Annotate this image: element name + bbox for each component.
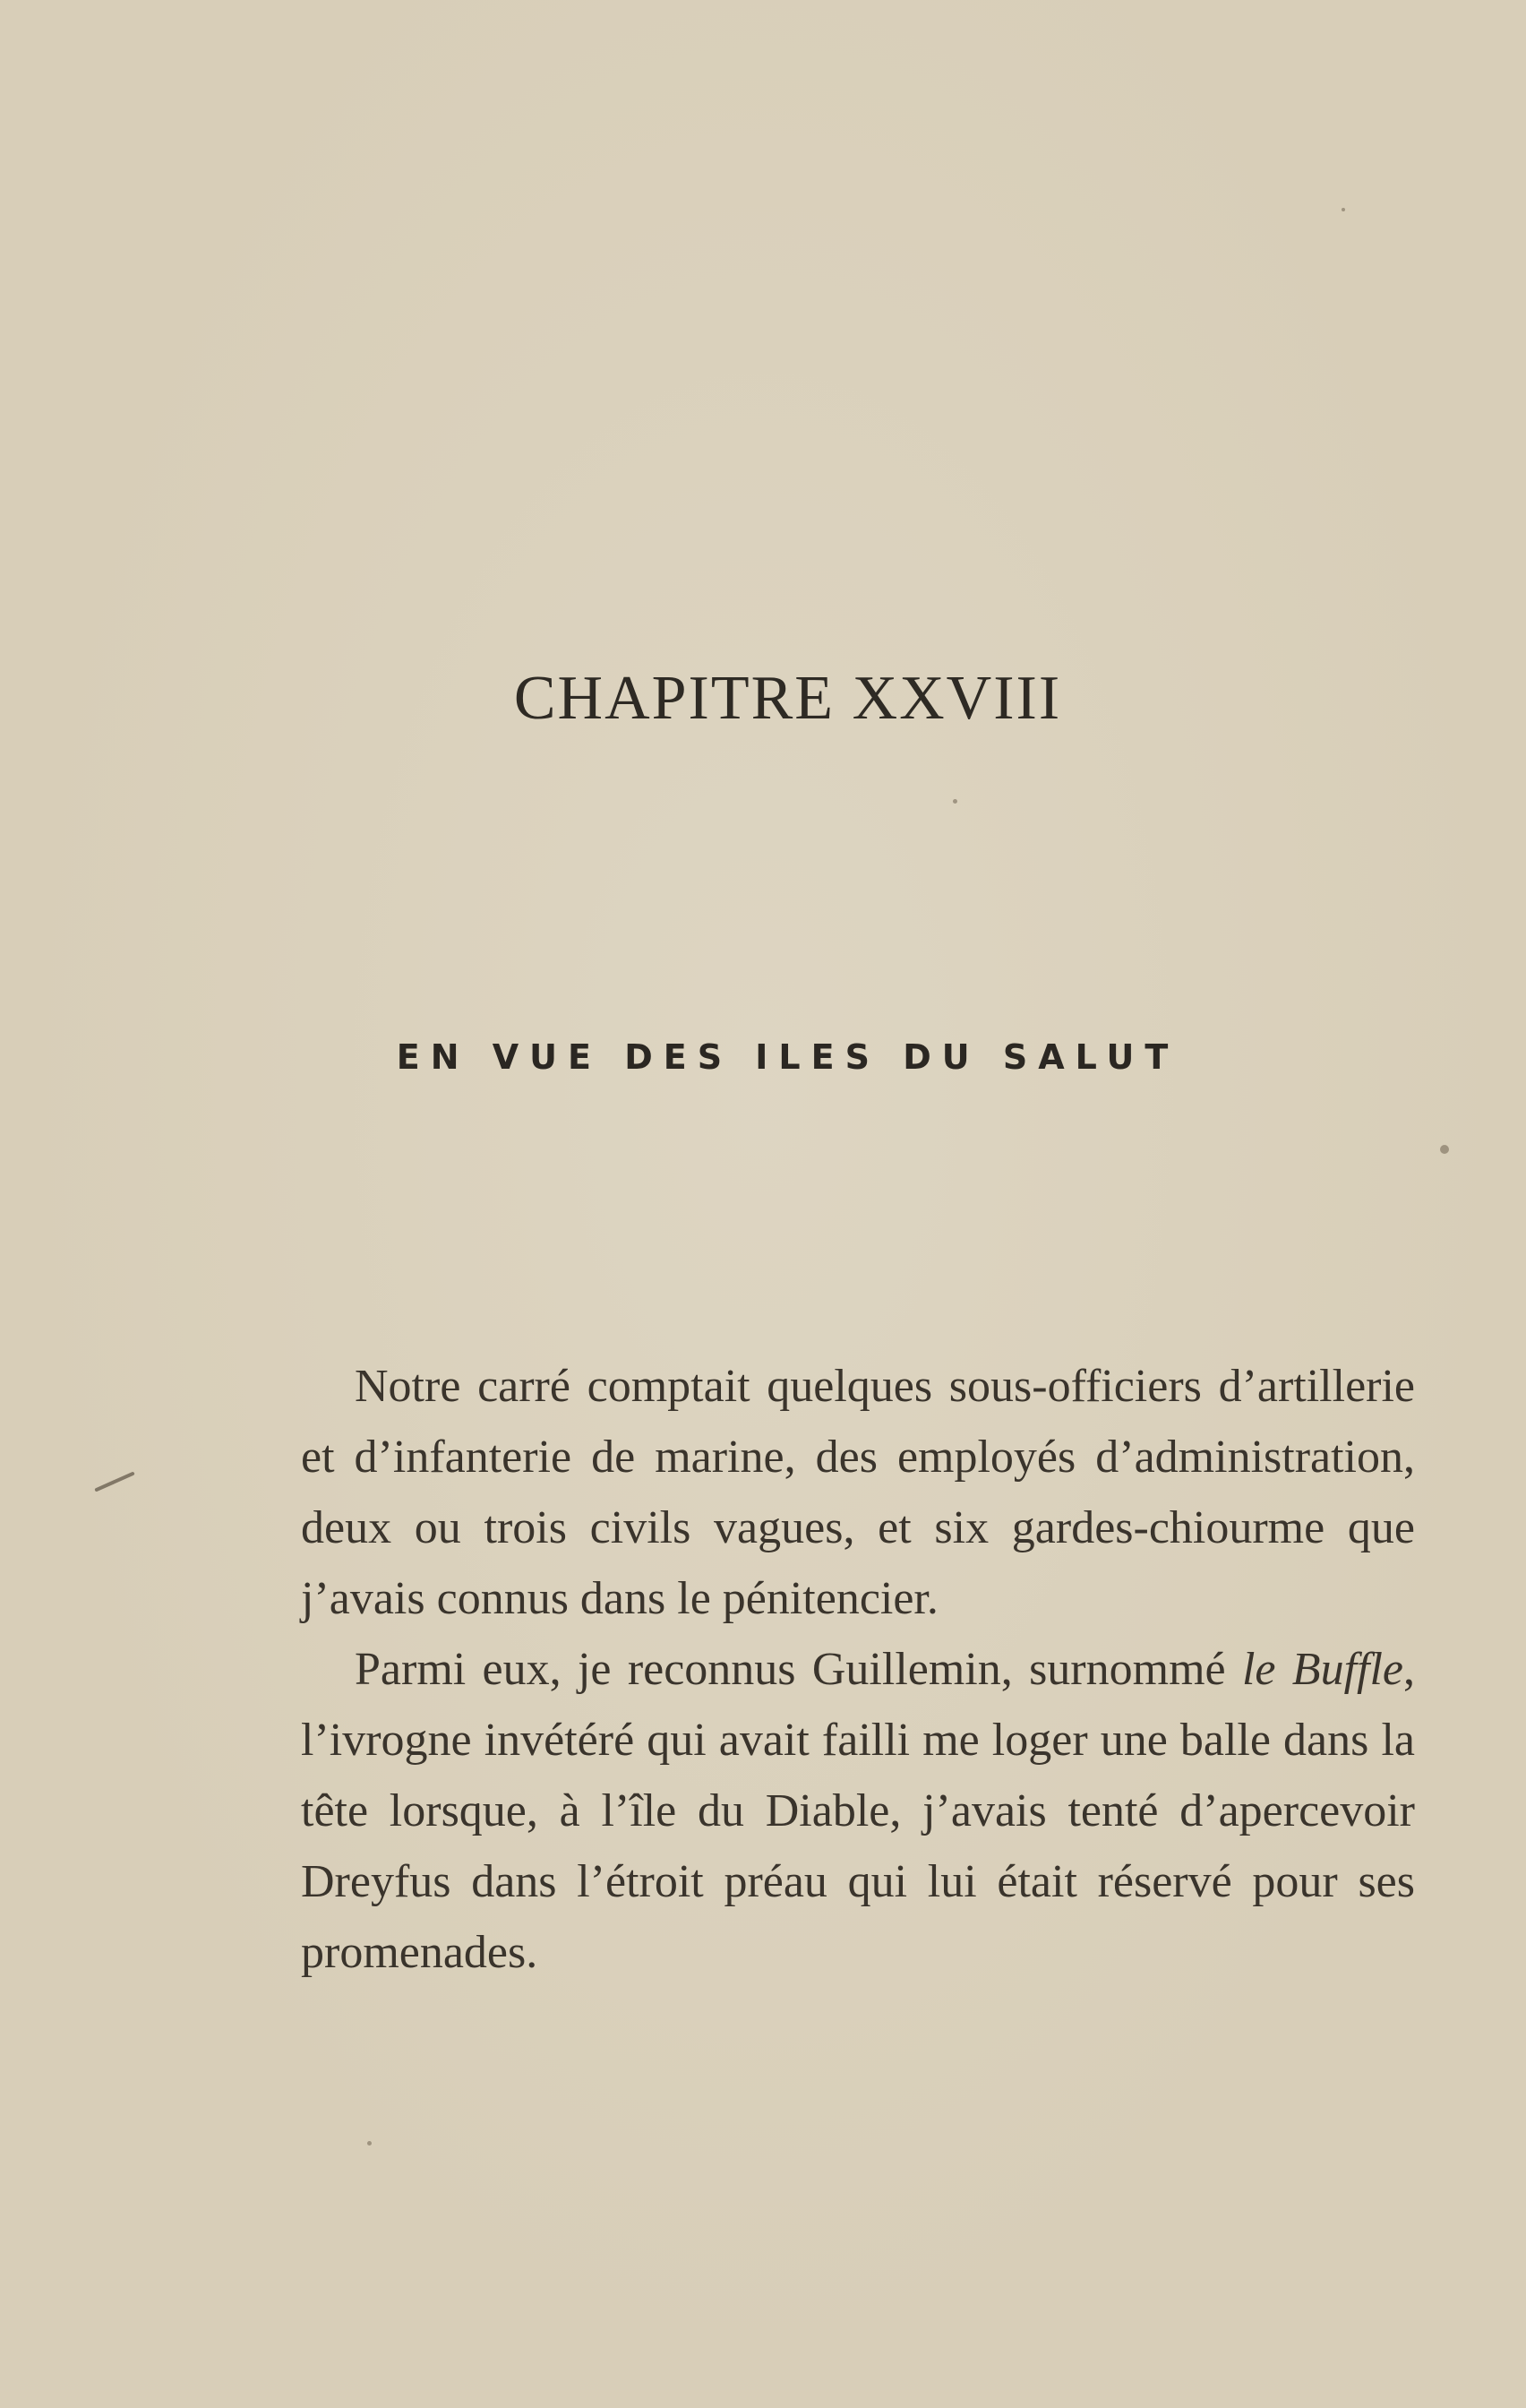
paper-speck [953,799,957,804]
margin-mark [94,1471,134,1492]
italic-name: le Buffle [1241,1644,1403,1695]
chapter-subtitle: EN VUE DES ILES DU SALUT [396,1037,1179,1077]
chapter-title: CHAPITRE XXVIII [513,664,1062,733]
paragraph-text: , l’ivrogne invétéré qui avait failli me loger une balle dans la tête lorsque, à l’île du Diable, j’avais tenté d’apercevoir Dreyfus dans l’étroit préau qui lui était réservé pour ses promenades. [301,1644,1415,1978]
body-text [301,1351,1415,1988]
paragraph-text: Parmi eux, je reconnus Guillemin, surnommé [355,1644,1242,1695]
paragraph: Notre carré comptait quelques sous-officiers d’artillerie et d’infanterie de marine, des employés d’administration, deux ou trois civils vagues, et six gardes-chiourme que j’avais connus dans le pénitencier. [301,1361,1415,1624]
paper-speck [1440,1145,1449,1154]
paper-speck [367,2141,372,2146]
paragraph [301,1634,1415,1988]
paper-speck [1342,208,1345,211]
